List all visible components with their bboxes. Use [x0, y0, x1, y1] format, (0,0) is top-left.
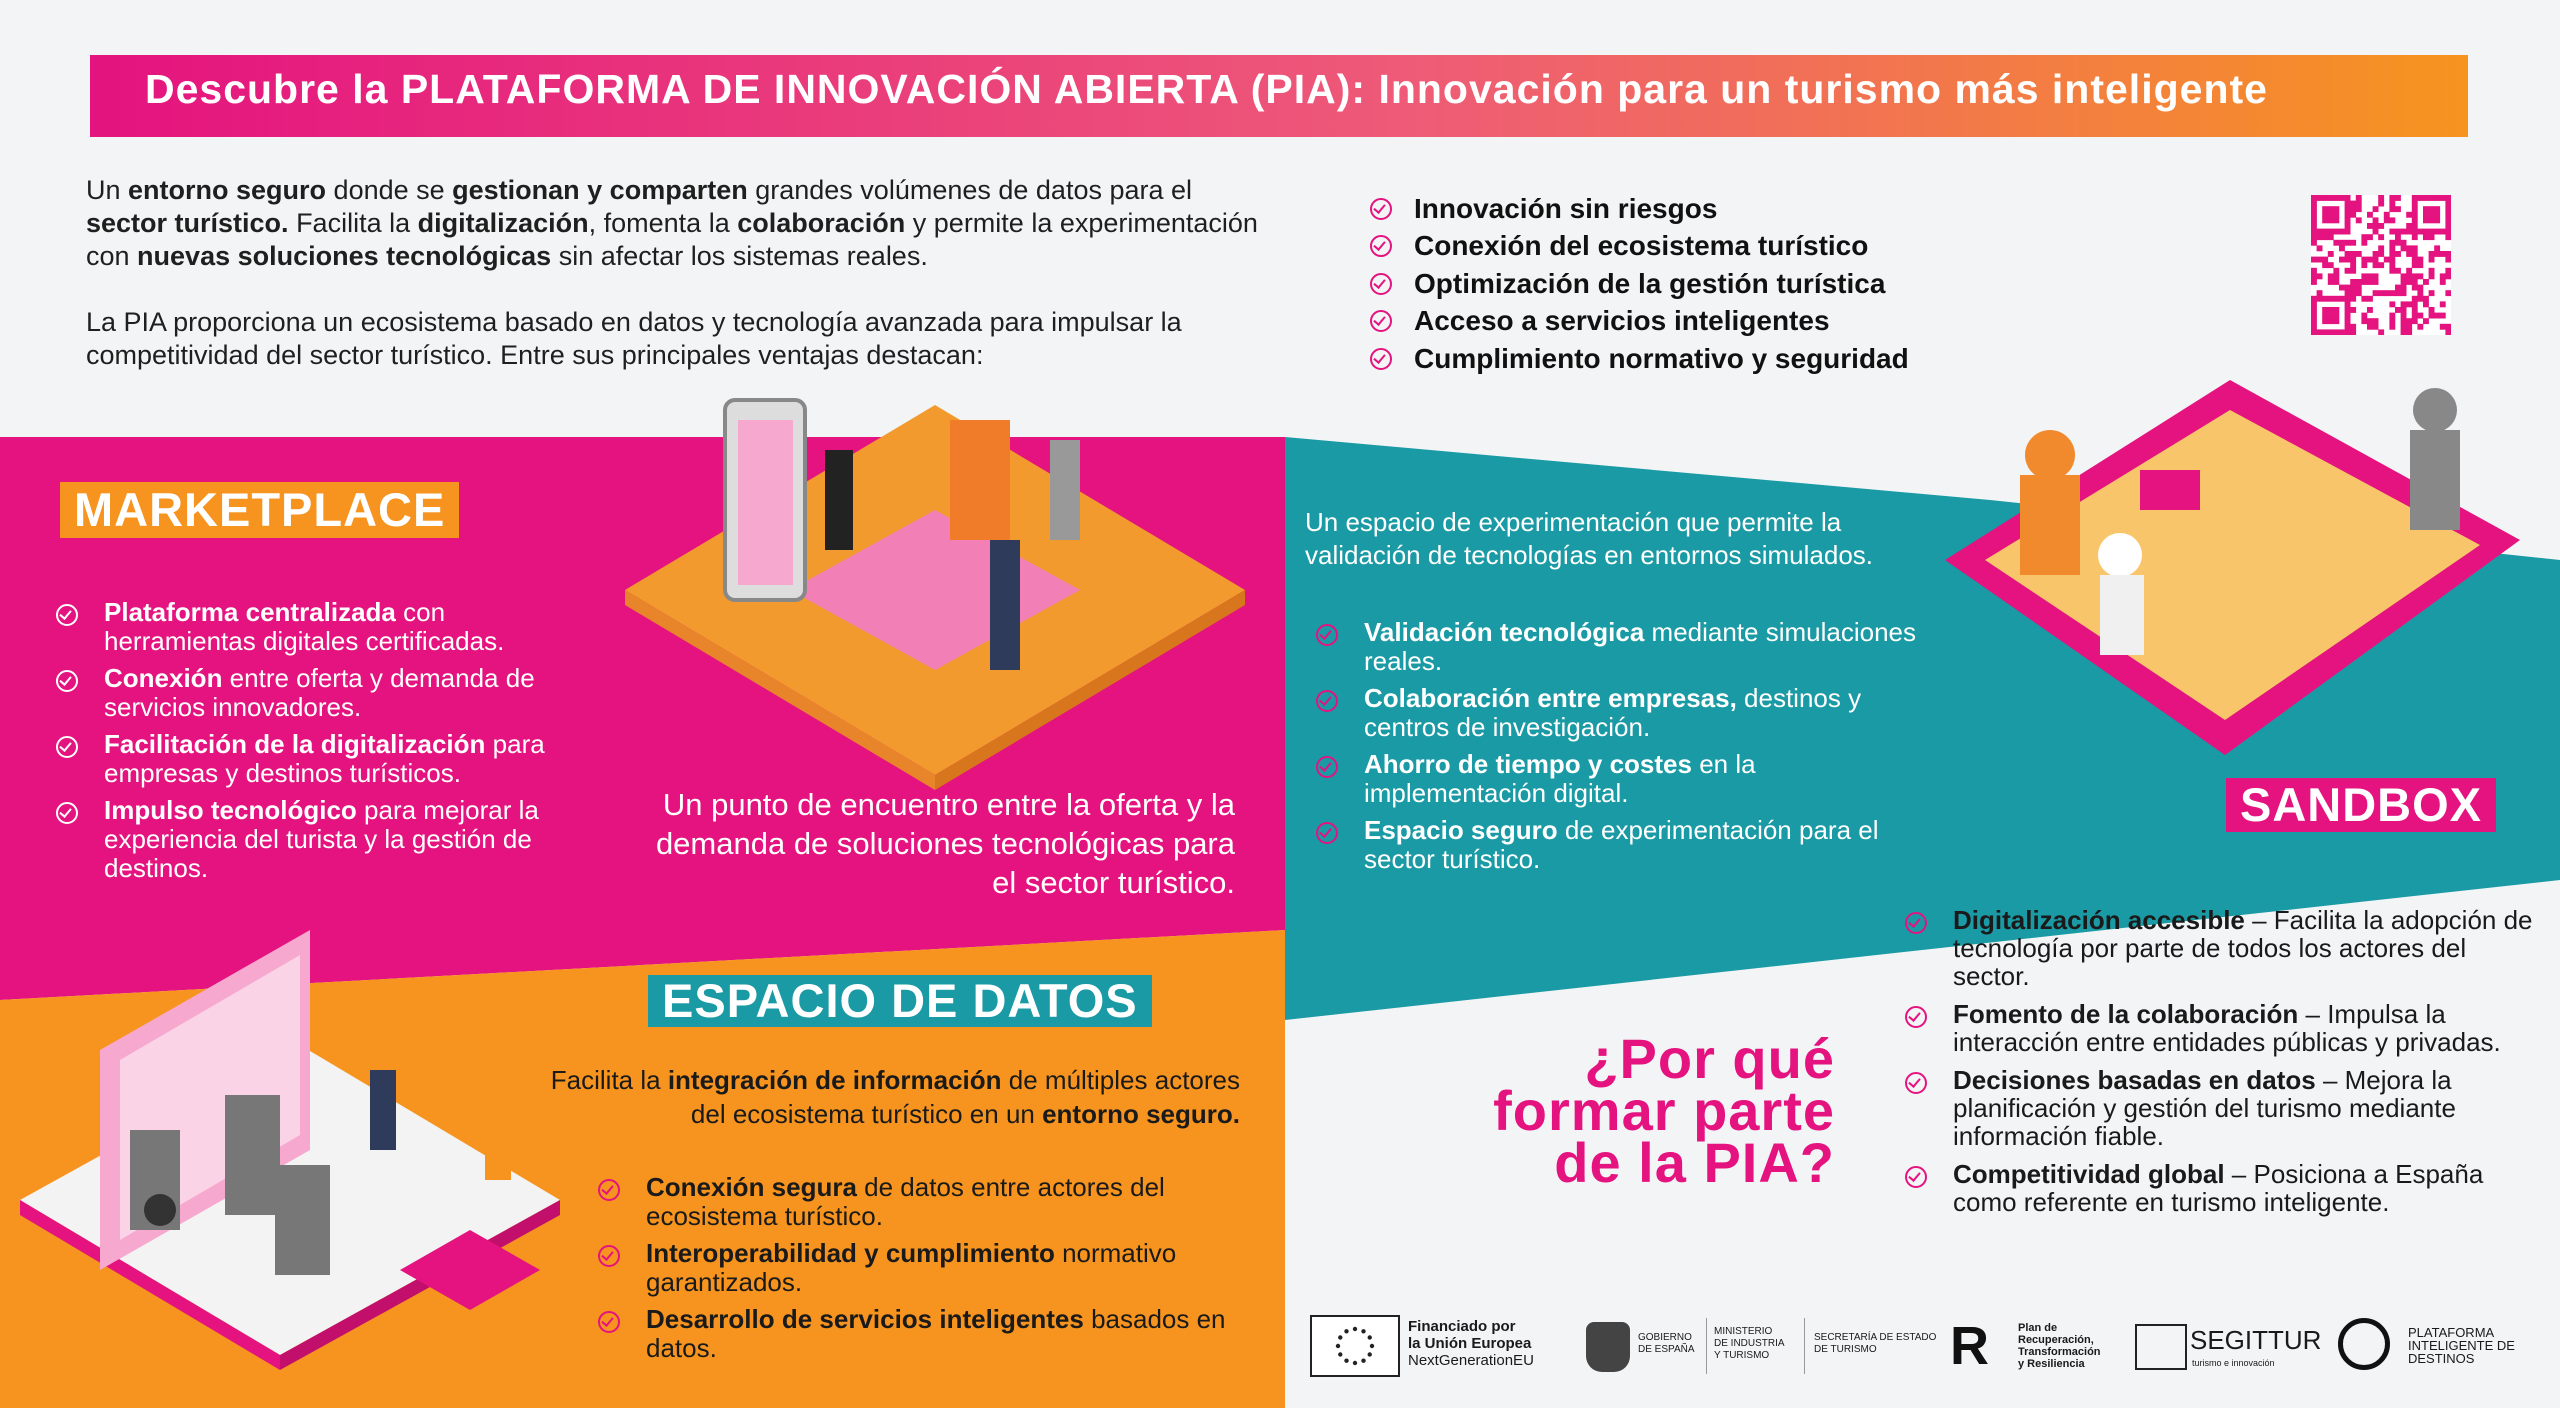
- check-icon: [1316, 756, 1338, 778]
- eu-star-icon: [1353, 1327, 1357, 1331]
- advantages-list: [1370, 190, 2070, 378]
- data-space-description: Facilita la integración de información de múltiples actores del ecosistema turístico en un entorno seguro.: [550, 1065, 1240, 1129]
- check-icon: [598, 1311, 620, 1333]
- list-item: Validación tecnológica mediante simulaciones reales.: [1316, 618, 1936, 676]
- list-item: Conexión entre oferta y demanda de servicios innovadores.: [56, 664, 596, 722]
- eu-star-icon: [1368, 1335, 1372, 1339]
- check-icon: [598, 1179, 620, 1201]
- sandbox-description: Un espacio de experimentación que permite la validación de tecnologías en entornos simulados.: [1305, 507, 1874, 570]
- marketplace-list: [56, 598, 596, 891]
- plan-recuperacion-text: Plan de Recuperación, Transformación y Resiliencia: [2018, 1322, 2101, 1370]
- eu-star-icon: [1338, 1335, 1342, 1339]
- list-item: Plataforma centralizada con herramientas digitales certificadas.: [56, 598, 596, 656]
- eu-star-icon: [1338, 1352, 1342, 1356]
- advantage-item: Optimización de la gestión turística: [1370, 265, 2070, 303]
- check-icon: [1370, 235, 1392, 257]
- eu-star-icon: [1336, 1344, 1340, 1348]
- list-item: Interoperabilidad y cumplimiento normativo garantizados.: [598, 1239, 1258, 1297]
- pid-text: PLATAFORMA INTELIGENTE DE DESTINOS: [2408, 1325, 2515, 1366]
- divider: [1706, 1318, 1707, 1374]
- check-icon: [56, 736, 78, 758]
- plan-recuperacion-logo-icon: R: [1950, 1316, 1989, 1376]
- secretaria-text: SECRETARÍA DE ESTADO DE TURISMO: [1814, 1332, 1937, 1355]
- eu-star-icon: [1370, 1344, 1374, 1348]
- list-item: Decisiones basadas en datos – Mejora la planificación y gestión del turismo mediante información fiable.: [1905, 1066, 2535, 1150]
- check-icon: [1370, 273, 1392, 295]
- eu-star-icon: [1353, 1361, 1357, 1365]
- check-icon: [56, 670, 78, 692]
- data-space-list: [598, 1173, 1258, 1371]
- segittur-text: SEGITTUR: [2190, 1325, 2322, 1355]
- list-item: Digitalización accesible – Facilita la adopción de tecnología por parte de todos los actores del sector.: [1905, 906, 2535, 990]
- check-icon: [1316, 822, 1338, 844]
- pid-logo-icon: [2338, 1318, 2390, 1370]
- check-icon: [598, 1245, 620, 1267]
- eu-flag-icon: [1310, 1315, 1400, 1377]
- sandbox-title: SANDBOX: [2226, 778, 2496, 832]
- qr-code[interactable]: [2311, 195, 2451, 335]
- intro-paragraph-1: Un entorno seguro donde se gestionan y comparten grandes volúmenes de datos para el sector turístico. Facilita la digitalización, fomenta la colaboración y permite la experimentación con nuevas soluciones tecnológicas sin afectar los sistemas reales.: [86, 175, 1258, 271]
- check-icon: [1370, 348, 1392, 370]
- sandbox-list: [1316, 618, 1936, 882]
- data-space-title: ESPACIO DE DATOS: [648, 975, 1152, 1027]
- marketplace-description: Un punto de encuentro entre la oferta y la demanda de soluciones tecnológicas para el sector turístico.: [655, 787, 1235, 900]
- qr-code-icon: [2311, 195, 2451, 335]
- list-item: Conexión segura de datos entre actores del ecosistema turístico.: [598, 1173, 1258, 1231]
- eu-star-icon: [1344, 1329, 1348, 1333]
- list-item: Colaboración entre empresas, destinos y centros de investigación.: [1316, 684, 1936, 742]
- divider: [1804, 1318, 1805, 1374]
- advantage-item: Cumplimiento normativo y seguridad: [1370, 340, 2070, 378]
- check-icon: [1370, 198, 1392, 220]
- eu-star-icon: [1344, 1359, 1348, 1363]
- why-join-list: [1905, 906, 2535, 1226]
- list-item: Fomento de la colaboración – Impulsa la interacción entre entidades públicas y privadas.: [1905, 1000, 2535, 1056]
- list-item: Ahorro de tiempo y costes en la implementación digital.: [1316, 750, 1936, 808]
- check-icon: [56, 604, 78, 626]
- list-item: Desarrollo de servicios inteligentes basados en datos.: [598, 1305, 1258, 1363]
- footer-logos: [1310, 1310, 2550, 1380]
- ministerio-text: MINISTERIO DE INDUSTRIA Y TURISMO: [1714, 1326, 1785, 1361]
- segittur-logo-icon: [2135, 1324, 2187, 1370]
- eu-star-icon: [1368, 1352, 1372, 1356]
- eu-stars-icon: [1312, 1317, 1398, 1375]
- check-icon: [1905, 1072, 1927, 1094]
- intro-paragraph-2: La PIA proporciona un ecosistema basado en datos y tecnología avanzada para impulsar la competitividad del sector turístico. Entre sus principales ventajas destacan:: [86, 307, 1182, 370]
- eu-star-icon: [1361, 1359, 1365, 1363]
- advantage-item: Acceso a servicios inteligentes: [1370, 303, 2070, 341]
- list-item: Facilitación de la digitalización para empresas y destinos turísticos.: [56, 730, 596, 788]
- page-title: Descubre la PLATAFORMA DE INNOVACIÓN ABIERTA (PIA): Innovación para un turismo más inteligente: [145, 66, 2268, 112]
- check-icon: [1316, 690, 1338, 712]
- check-icon: [1370, 310, 1392, 332]
- advantage-item: Conexión del ecosistema turístico: [1370, 228, 2070, 266]
- list-item: Impulso tecnológico para mejorar la experiencia del turista y la gestión de destinos.: [56, 796, 596, 883]
- check-icon: [1905, 912, 1927, 934]
- spain-coat-of-arms-icon: [1586, 1322, 1630, 1372]
- list-item: Competitividad global – Posiciona a España como referente en turismo inteligente.: [1905, 1160, 2535, 1216]
- check-icon: [1905, 1006, 1927, 1028]
- check-icon: [1316, 624, 1338, 646]
- advantage-item: Innovación sin riesgos: [1370, 190, 2070, 228]
- check-icon: [1905, 1166, 1927, 1188]
- check-icon: [56, 802, 78, 824]
- eu-funding-text: Financiado por la Unión Europea NextGenerationEU: [1408, 1318, 1534, 1369]
- marketplace-title: MARKETPLACE: [60, 482, 459, 538]
- segittur-subtitle: turismo e innovación: [2192, 1358, 2275, 1368]
- list-item: Espacio seguro de experimentación para el sector turístico.: [1316, 816, 1936, 874]
- gobierno-text: GOBIERNO DE ESPAÑA: [1638, 1332, 1695, 1355]
- why-join-heading: ¿Por qué formar parte de la PIA?: [1493, 1027, 1835, 1194]
- eu-star-icon: [1361, 1329, 1365, 1333]
